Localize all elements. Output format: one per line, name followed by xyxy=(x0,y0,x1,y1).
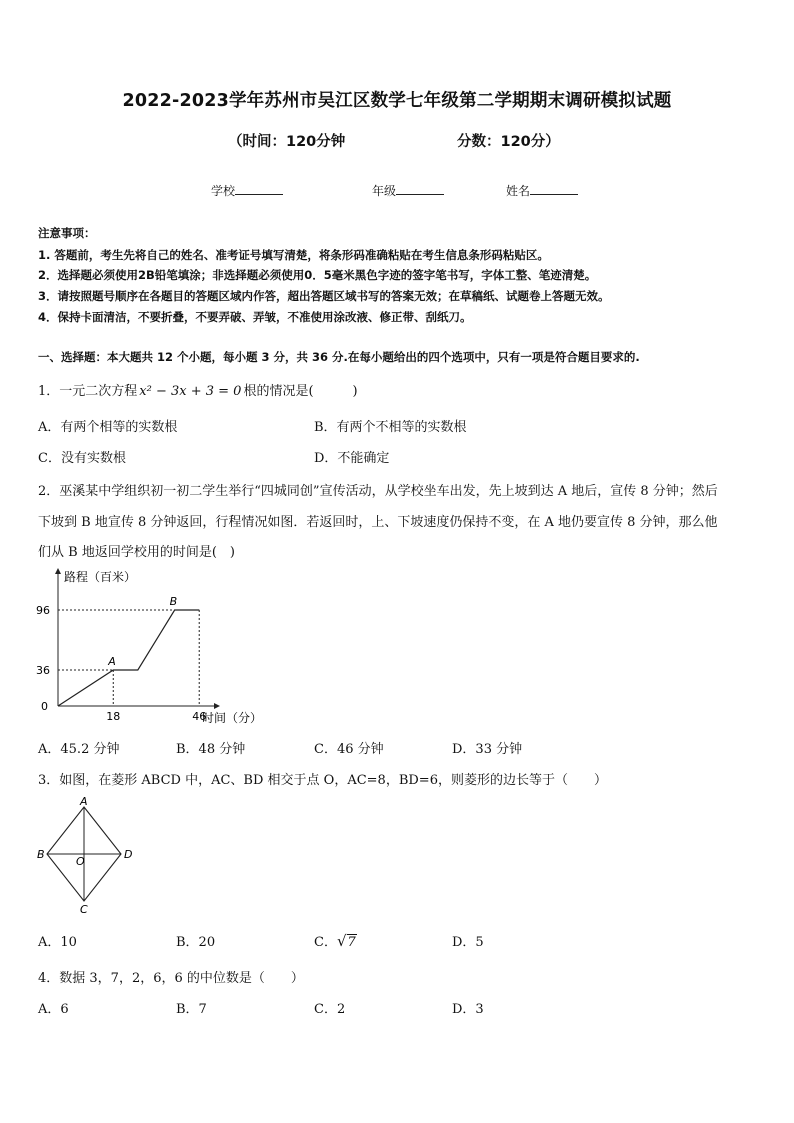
x-axis-label: 时间（分） xyxy=(202,711,263,725)
distance-time-chart xyxy=(28,560,288,732)
center-label-o: O xyxy=(76,855,85,868)
y-axis-label: 路程（百米） xyxy=(64,570,137,584)
q3-option-c-label: C． xyxy=(314,935,337,950)
note-item: 2．选择题必须使用2B铅笔填涂；非选择题必须使用0．5毫米黑色字迹的签字笔书写，字体工整、笔迹清楚。 xyxy=(38,268,597,282)
x-axis-arrow xyxy=(214,703,220,709)
q3-option-c xyxy=(314,931,357,950)
vertex-label-d: D xyxy=(124,848,133,861)
name-field xyxy=(506,182,578,199)
sqrt-radicand: 7 xyxy=(347,935,356,950)
q2-option-d: D．33 分钟 xyxy=(452,742,523,757)
question-4: 4．数据 3，7，2，6，6 的中位数是（ ） xyxy=(38,971,304,986)
q1-option-c: C．没有实数根 xyxy=(38,451,126,466)
vertex-label-a: A xyxy=(80,796,88,808)
q1-prefix: 1．一元二次方程 xyxy=(38,384,138,399)
q4-option-c: C．2 xyxy=(314,1002,346,1017)
q1-equation: x² − 3x + 3 = 0 xyxy=(139,384,242,399)
q2-option-a: A．45.2 分钟 xyxy=(38,742,120,757)
q4-option-b: B．7 xyxy=(176,1002,207,1017)
vertex-label-c: C xyxy=(80,903,88,916)
rhombus-figure xyxy=(34,796,144,918)
q2-line: 2．巫溪某中学组织初一初二学生举行“四城同创”宣传活动，从学校坐车出发，先上坡到达 A 地后，宣传 8 分钟；然后 xyxy=(38,484,718,499)
note-item: 3．请按照题号顺序在各题目的答题区域内作答，超出答题区域书写的答案无效；在草稿纸、试题卷上答题无效。 xyxy=(38,289,610,303)
school-label: 学校 xyxy=(211,184,236,198)
name-blank xyxy=(530,183,578,195)
exam-time: （时间：120分钟 xyxy=(228,134,346,150)
point-label-b: B xyxy=(169,595,178,608)
school-field xyxy=(211,182,283,199)
section-heading: 一、选择题：本大题共 12 个小题，每小题 3 分，共 36 分.在每小题给出的四个选项中，只有一项是符合题目要求的. xyxy=(38,350,640,364)
q2-option-b: B．48 分钟 xyxy=(176,742,246,757)
name-label: 姓名 xyxy=(506,184,531,198)
q1-option-b: B．有两个不相等的实数根 xyxy=(314,420,467,435)
q3-option-a: A．10 xyxy=(38,935,77,950)
q1-suffix: 根的情况是( ) xyxy=(243,384,358,399)
exam-score: 分数：120分） xyxy=(457,134,560,150)
school-blank xyxy=(235,183,283,195)
q1-option-a: A．有两个相等的实数根 xyxy=(38,420,178,435)
question-3: 3．如图，在菱形 ABCD 中，AC、BD 相交于点 O，AC=8，BD=6，则菱形的边长等于（ ） xyxy=(38,773,607,788)
distance-line xyxy=(58,610,199,706)
q3-option-d: D．5 xyxy=(452,935,484,950)
q1-option-d: D．不能确定 xyxy=(314,451,390,466)
y-axis-arrow xyxy=(55,568,61,574)
q2-option-c: C．46 分钟 xyxy=(314,742,384,757)
vertex-label-b: B xyxy=(37,848,45,861)
grade-blank xyxy=(396,183,444,195)
q4-option-d: D．3 xyxy=(452,1002,484,1017)
notes-heading: 注意事项： xyxy=(38,226,96,240)
note-item: 4．保持卡面清洁，不要折叠，不要弄破、弄皱，不准使用涂改液、修正带、刮纸刀。 xyxy=(38,310,472,324)
q2-line: 下坡到 B 地宣传 8 分钟返回，行程情况如图．若返回时，上、下坡速度仍保持不变，在 A 地仍要宣传 8 分钟，那么他 xyxy=(38,515,718,530)
page-title: 2022-2023学年苏州市吴江区数学七年级第二学期期末调研模拟试题 xyxy=(122,91,672,111)
sqrt-symbol: √ xyxy=(336,932,347,950)
x-tick-label: 46 xyxy=(192,710,207,723)
grade-field xyxy=(372,182,444,199)
grade-label: 年级 xyxy=(372,184,397,198)
q4-option-a: A．6 xyxy=(38,1002,69,1017)
point-label-a: A xyxy=(108,655,116,668)
y-tick-label: 96 xyxy=(36,604,50,617)
x-tick-label: 18 xyxy=(106,710,121,723)
note-item: 1. 答题前，考生先将自己的姓名、准考证号填写清楚，将条形码准确粘贴在考生信息条形码粘贴区。 xyxy=(38,248,549,262)
tick-label-origin: 0 xyxy=(41,700,48,713)
q3-option-b: B．20 xyxy=(176,935,216,950)
question-1 xyxy=(38,380,358,399)
q2-line: 们从 B 地返回学校用的时间是( ) xyxy=(38,545,235,560)
y-tick-label: 36 xyxy=(36,664,50,677)
